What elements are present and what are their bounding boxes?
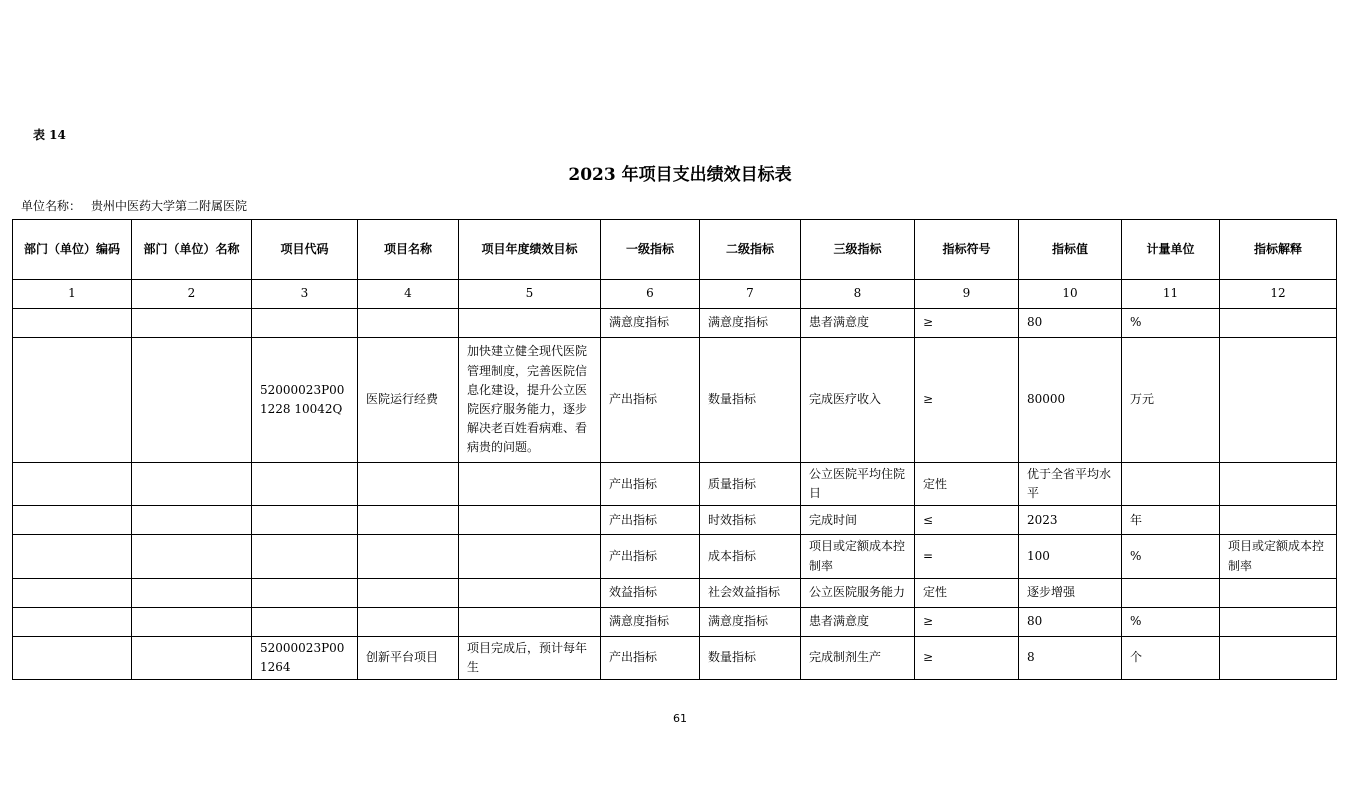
header-cell: 二级指标 <box>700 220 801 280</box>
table-cell <box>1122 578 1220 607</box>
table-cell <box>252 578 358 607</box>
table-cell <box>1220 636 1337 679</box>
table-cell <box>358 309 459 338</box>
table-cell <box>132 636 252 679</box>
table-cell <box>132 535 252 578</box>
performance-target-table <box>12 219 1337 680</box>
page-number: 61 <box>673 712 687 725</box>
header-cell: 部门（单位）编码 <box>13 220 132 280</box>
page-title: 2023 年项目支出绩效目标表 <box>568 165 792 185</box>
column-number: 10 <box>1019 280 1122 309</box>
table-cell: % <box>1122 535 1220 578</box>
table-cell: 万元 <box>1122 338 1220 463</box>
table-cell <box>252 309 358 338</box>
table-cell <box>358 506 459 535</box>
table-cell <box>13 506 132 535</box>
table-row <box>13 535 1337 578</box>
header-cell: 指标值 <box>1019 220 1122 280</box>
table-cell <box>358 578 459 607</box>
table-cell: 8 <box>1019 636 1122 679</box>
table-cell <box>13 607 132 636</box>
table-cell <box>1122 463 1220 506</box>
table-cell: 加快建立健全现代医院管理制度，完善医院信息化建设，提升公立医院医疗服务能力，逐步解决老百姓看病难、看病贵的问题。 <box>459 338 601 463</box>
table-cell <box>358 535 459 578</box>
table-cell: 创新平台项目 <box>358 636 459 679</box>
table-cell: 公立医院服务能力 <box>801 578 915 607</box>
table-row <box>13 506 1337 535</box>
table-cell <box>358 463 459 506</box>
table-cell <box>13 338 132 463</box>
table-cell <box>132 607 252 636</box>
table-cell <box>132 506 252 535</box>
table-cell: ≥ <box>915 636 1019 679</box>
table-cell <box>459 309 601 338</box>
header-cell: 指标符号 <box>915 220 1019 280</box>
table-cell <box>1220 309 1337 338</box>
table-cell: 完成时间 <box>801 506 915 535</box>
table-cell: 数量指标 <box>700 636 801 679</box>
table-cell: ≥ <box>915 338 1019 463</box>
table-cell: 产出指标 <box>601 535 700 578</box>
header-cell: 三级指标 <box>801 220 915 280</box>
table-cell: 质量指标 <box>700 463 801 506</box>
table-cell <box>13 535 132 578</box>
table-cell <box>132 578 252 607</box>
table-cell: 优于全省平均水平 <box>1019 463 1122 506</box>
table-cell: 2023 <box>1019 506 1122 535</box>
unit-line <box>21 197 257 214</box>
column-number: 5 <box>459 280 601 309</box>
table-cell <box>132 463 252 506</box>
table-cell: 定性 <box>915 463 1019 506</box>
table-cell: 产出指标 <box>601 506 700 535</box>
header-cell: 指标解释 <box>1220 220 1337 280</box>
table-cell: 产出指标 <box>601 338 700 463</box>
unit-label: 单位名称： <box>21 199 82 213</box>
table-cell: 100 <box>1019 535 1122 578</box>
header-cell: 计量单位 <box>1122 220 1220 280</box>
table-cell: 效益指标 <box>601 578 700 607</box>
table-cell: ≥ <box>915 309 1019 338</box>
column-number: 9 <box>915 280 1019 309</box>
table-cell: 项目或定额成本控制率 <box>1220 535 1337 578</box>
column-number: 11 <box>1122 280 1220 309</box>
column-number: 2 <box>132 280 252 309</box>
table-cell <box>13 309 132 338</box>
table-cell: ≥ <box>915 607 1019 636</box>
table-cell <box>459 578 601 607</box>
table-cell: 患者满意度 <box>801 607 915 636</box>
table-cell <box>252 607 358 636</box>
table-cell: 满意度指标 <box>601 607 700 636</box>
column-number: 3 <box>252 280 358 309</box>
table-cell: 项目或定额成本控制率 <box>801 535 915 578</box>
table-row <box>13 607 1337 636</box>
table-cell <box>459 463 601 506</box>
table-cell <box>459 535 601 578</box>
table-cell: 社会效益指标 <box>700 578 801 607</box>
table-cell: 52000023P001228 10042Q <box>252 338 358 463</box>
table-cell: 满意度指标 <box>700 309 801 338</box>
table-cell: = <box>915 535 1019 578</box>
table-cell <box>358 607 459 636</box>
table-cell: 逐步增强 <box>1019 578 1122 607</box>
table-cell: 完成制剂生产 <box>801 636 915 679</box>
header-row <box>13 220 1337 280</box>
table-cell <box>13 463 132 506</box>
header-cell: 一级指标 <box>601 220 700 280</box>
table-cell: 80 <box>1019 607 1122 636</box>
table-cell: 完成医疗收入 <box>801 338 915 463</box>
unit-name: 贵州中医药大学第二附属医院 <box>91 199 248 213</box>
table-cell: 时效指标 <box>700 506 801 535</box>
table-cell: 80 <box>1019 309 1122 338</box>
table-cell: 产出指标 <box>601 463 700 506</box>
table-cell <box>1220 607 1337 636</box>
table-cell: ≤ <box>915 506 1019 535</box>
table-cell: 产出指标 <box>601 636 700 679</box>
table-cell: 满意度指标 <box>700 607 801 636</box>
table-label: 表 14 <box>33 128 66 142</box>
table-row <box>13 338 1337 463</box>
column-number: 7 <box>700 280 801 309</box>
table-cell: 数量指标 <box>700 338 801 463</box>
table-cell <box>13 636 132 679</box>
table-cell <box>1220 578 1337 607</box>
table-cell <box>1220 506 1337 535</box>
table-cell <box>132 338 252 463</box>
table-cell <box>459 506 601 535</box>
table-cell <box>1220 338 1337 463</box>
table-row <box>13 463 1337 506</box>
column-number: 8 <box>801 280 915 309</box>
table-cell: % <box>1122 309 1220 338</box>
header-cell: 项目代码 <box>252 220 358 280</box>
column-number: 6 <box>601 280 700 309</box>
table-row <box>13 309 1337 338</box>
table-cell: 公立医院平均住院日 <box>801 463 915 506</box>
table-cell: % <box>1122 607 1220 636</box>
table-cell: 80000 <box>1019 338 1122 463</box>
header-cell: 部门（单位）名称 <box>132 220 252 280</box>
table-row <box>13 636 1337 679</box>
table-row <box>13 578 1337 607</box>
column-number-row <box>13 280 1337 309</box>
table-cell: 个 <box>1122 636 1220 679</box>
header-cell: 项目年度绩效目标 <box>459 220 601 280</box>
table-cell <box>252 463 358 506</box>
table-cell <box>132 309 252 338</box>
table-cell <box>252 506 358 535</box>
table-cell: 项目完成后，预计每年生 <box>459 636 601 679</box>
table-cell <box>13 578 132 607</box>
header-cell: 项目名称 <box>358 220 459 280</box>
table-cell: 成本指标 <box>700 535 801 578</box>
table-cell <box>459 607 601 636</box>
column-number: 1 <box>13 280 132 309</box>
table-cell: 定性 <box>915 578 1019 607</box>
table-cell <box>252 535 358 578</box>
column-number: 4 <box>358 280 459 309</box>
table-cell: 医院运行经费 <box>358 338 459 463</box>
table-cell: 年 <box>1122 506 1220 535</box>
table-cell: 52000023P001264 <box>252 636 358 679</box>
table-cell <box>1220 463 1337 506</box>
table-cell: 满意度指标 <box>601 309 700 338</box>
column-number: 12 <box>1220 280 1337 309</box>
table-cell: 患者满意度 <box>801 309 915 338</box>
